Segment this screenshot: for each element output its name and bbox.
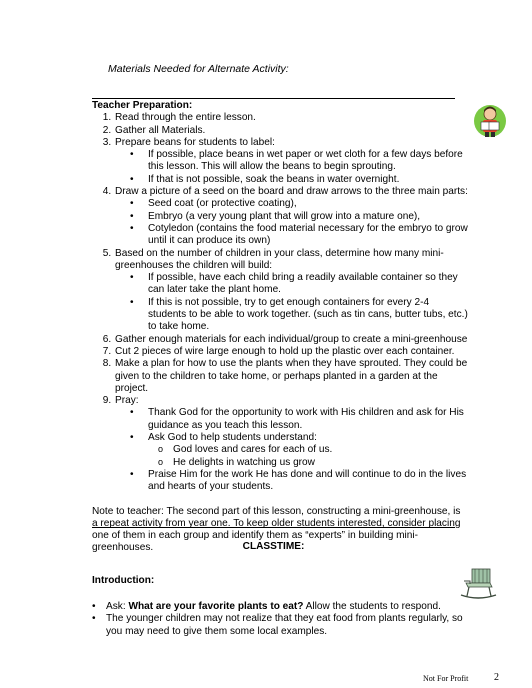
prep-steps-list (92, 112, 468, 493)
list-item: 7. Cut 2 pieces of wire large enough to hold up the plastic over each container. (114, 346, 468, 358)
list-item: 5. Based on the number of children in your class, determine how many mini-greenhouses the children will build: • If possible, have each child bring a readily available container so they can later take the plant home. • If this is not possible, try to get enough containers for every 2-4 students to be able to work together. (such as tin cans, butter tubs, etc.) to take home. (114, 248, 468, 334)
footer-text: Not For Profit (423, 674, 469, 683)
sub-list-item: • If possible, place beans in wet paper or wet cloth for a few days before this lesson. This will allow the beans to begin sprouting. (148, 149, 468, 174)
list-item: • Ask: What are your favorite plants to eat? Allow the students to respond. (106, 601, 472, 613)
classtime-heading: CLASSTIME: (242, 541, 305, 552)
materials-label: Materials Needed for Alternate Activity: (108, 63, 289, 75)
introduction-heading: Introduction: (92, 575, 155, 586)
sub-list-item: • Ask God to help students understand: o God loves and cares for each of us. o He delights in watching us grow (148, 432, 468, 469)
list-item: • The younger children may not realize that they eat food from plants regularly, so you may need to give them some local examples. (106, 613, 472, 638)
sub-list-item: • Praise Him for the work He has done and will continue to do in the lives and hearts of your students. (148, 469, 468, 494)
sub-list-item: • Embryo (a very young plant that will grow into a mature one), (148, 211, 468, 223)
divider-top (92, 98, 455, 99)
divider-bottom (92, 527, 455, 528)
sub-list-item: • Seed coat (or protective coating), (148, 198, 468, 210)
sub-list-item: • Thank God for the opportunity to work with His children and ask for His guidance as you teach this lesson. (148, 407, 468, 432)
introduction-section (92, 601, 472, 638)
list-item: 4. Draw a picture of a seed on the board and draw arrows to the three main parts: • Seed coat (or protective coating), • Embryo (a very young plant that will grow into a mature one), • Cotyledon (contains the food material necessary for the embryo to grow until it can produce its own) (114, 186, 468, 247)
sub-list-item: • Cotyledon (contains the food material necessary for the embryo to grow until it can produce its own) (148, 223, 468, 248)
list-item: 8. Make a plan for how to use the plants when they have sprouted. They could be given to the children to take home, or perhaps planted in a garden at the project. (114, 358, 468, 395)
teacher-prep-heading: Teacher Preparation: (92, 100, 193, 111)
sub-list-item: • If this is not possible, try to get enough containers for every 2-4 students to be able to work together. (such as tin cans, butter tubs, etc.) to take home. (148, 297, 468, 334)
sub-sub-list-item: o God loves and cares for each of us. (173, 444, 468, 456)
list-item: 6. Gather enough materials for each individual/group to create a mini-greenhouse (114, 334, 468, 346)
rocking-chair-clipart-icon (458, 567, 498, 601)
sub-list-item: • If possible, have each child bring a readily available container so they can later take the plant home. (148, 272, 468, 297)
list-item: 9. Pray: • Thank God for the opportunity to work with His children and ask for His guidance as you teach this lesson. • Ask God to help students understand: o God loves and cares for each of us. o He delights in watching us grow • Praise Him for the work He has done and will continue to do in the lives and hearts of your students. (114, 395, 468, 493)
sub-sub-list-item: o He delights in watching us grow (173, 457, 468, 469)
list-item: 1. Read through the entire lesson. (114, 112, 468, 124)
reading-child-clipart-icon (473, 103, 507, 139)
sub-list-item: • If that is not possible, soak the beans in water overnight. (148, 174, 468, 186)
page-number: 2 (494, 672, 499, 683)
note-to-teacher: Note to teacher: The second part of this lesson, constructing a mini-greenhouse, is a repeat activity from year one. To keep older students interested, consider placing one of them in each group and identify them as “experts” in building mini-greenhouses. (92, 505, 461, 554)
list-item: 2. Gather all Materials. (114, 125, 468, 137)
list-item: 3. Prepare beans for students to label: • If possible, place beans in wet paper or wet cloth for a few days before this lesson. This will allow the beans to begin sprouting. • If that is not possible, soak the beans in water overnight. (114, 137, 468, 186)
teacher-preparation-section (92, 100, 468, 555)
